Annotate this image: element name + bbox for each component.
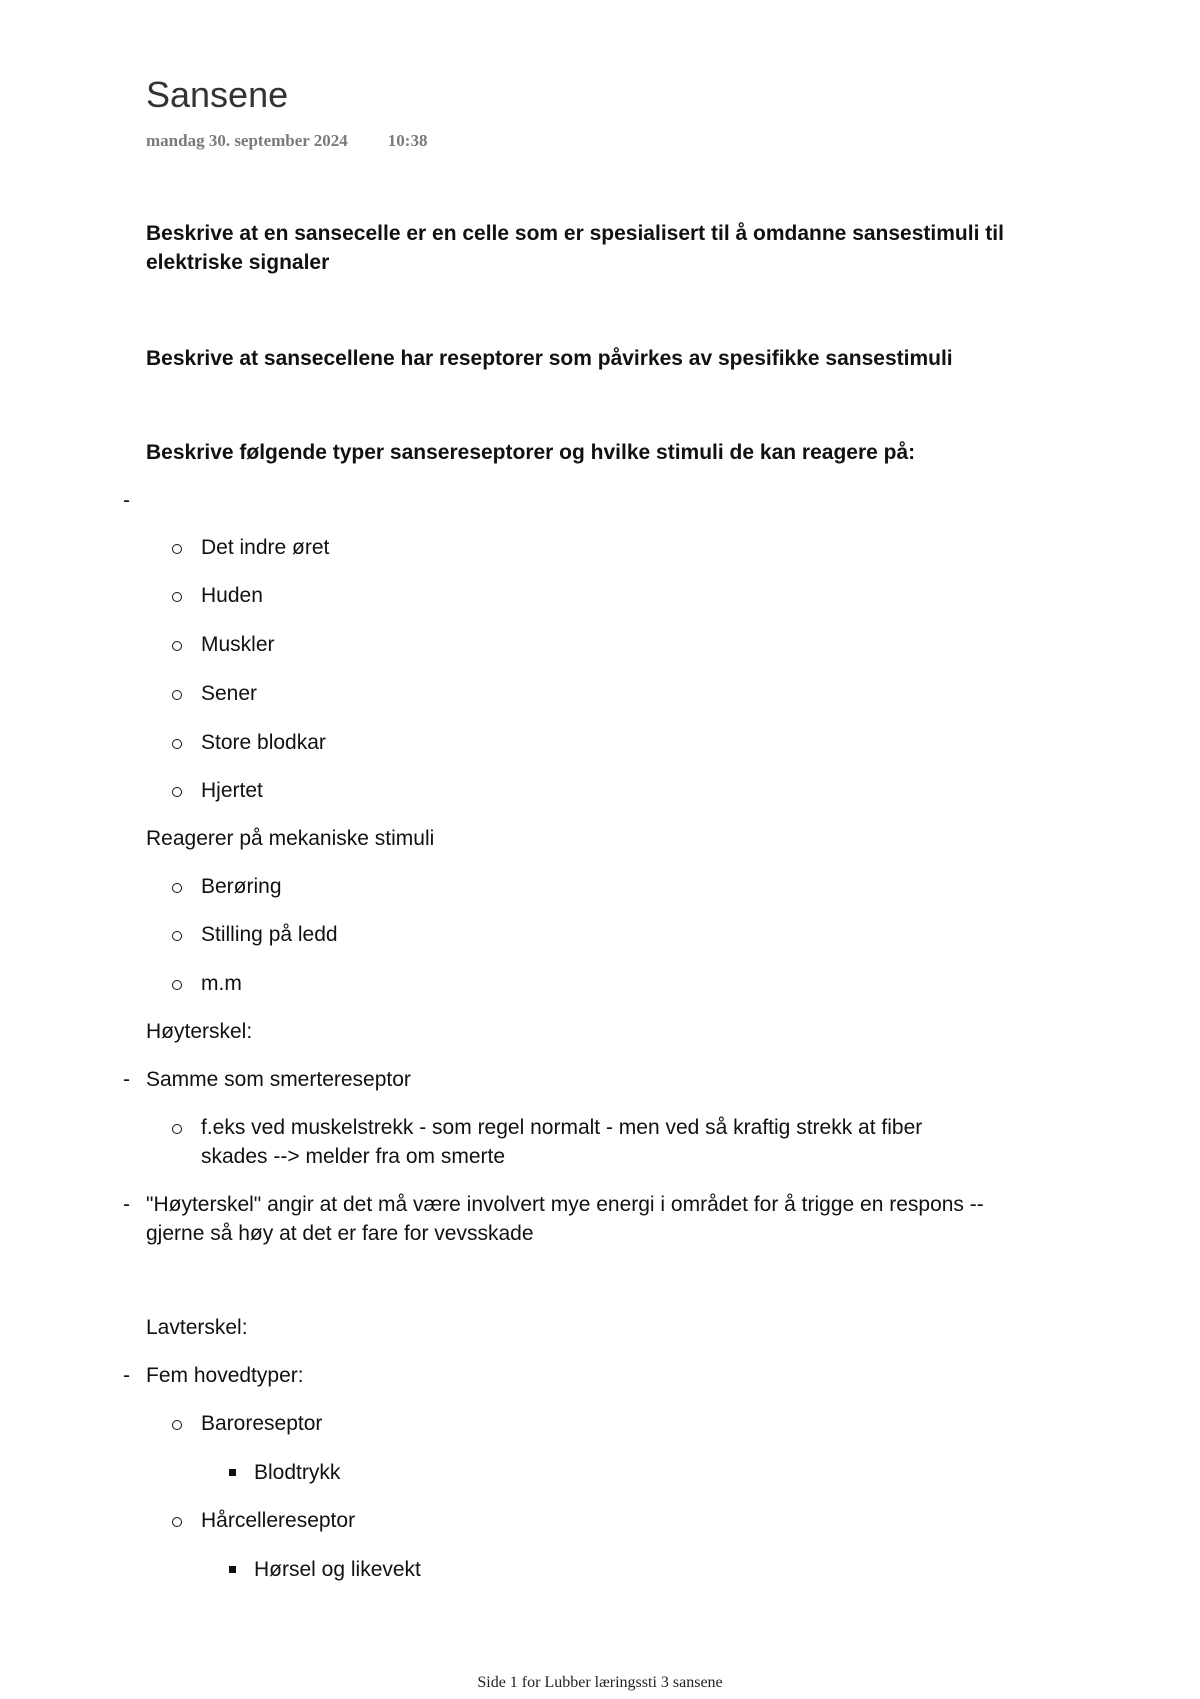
- list-item: Hårcellereseptor: [201, 1509, 356, 1532]
- list-item-line-2: gjerne så høy at det er fare for vevsskade: [146, 1222, 534, 1245]
- goal-heading-1-line-1: Beskrive at en sansecelle er en celle som er spesialisert til å omdanne sansestimuli til: [146, 222, 1004, 245]
- page-footer: Side 1 for Lubber læringssti 3 sansene: [477, 1674, 723, 1691]
- list-dash: -: [123, 1193, 130, 1216]
- bullet-circle: [172, 1420, 182, 1430]
- page-time: 10:38: [387, 131, 428, 150]
- low-threshold-label: Lavterskel:: [146, 1316, 248, 1339]
- bullet-circle: [172, 883, 182, 893]
- page-date: mandag 30. september 2024: [146, 131, 348, 150]
- list-item: Samme som smertereseptor: [146, 1068, 411, 1091]
- list-dash: -: [123, 489, 130, 512]
- goal-heading-2: Beskrive at sansecellene har reseptorer som påvirkes av spesifikke sansestimuli: [146, 347, 953, 370]
- bullet-circle: [172, 980, 182, 990]
- list-item: Det indre øret: [201, 536, 330, 559]
- bullet-square: [229, 1469, 236, 1476]
- bullet-circle: [172, 544, 182, 554]
- bullet-circle: [172, 787, 182, 797]
- page-meta: [146, 131, 427, 151]
- list-item-line-1: "Høyterskel" angir at det må være involvert mye energi i området for å trigge en respons --: [146, 1193, 984, 1216]
- list-item: Huden: [201, 584, 263, 607]
- page-title: Sansene: [146, 74, 289, 115]
- goal-heading-3: Beskrive følgende typer sansereseptorer og hvilke stimuli de kan reagere på:: [146, 441, 916, 464]
- bullet-circle: [172, 931, 182, 941]
- list-item: Hørsel og likevekt: [254, 1558, 421, 1581]
- bullet-circle: [172, 739, 182, 749]
- bullet-square: [229, 1566, 236, 1573]
- list-item: m.m: [201, 972, 242, 995]
- list-item: Baroreseptor: [201, 1412, 323, 1435]
- list-item: Muskler: [201, 633, 275, 656]
- list-dash: -: [123, 1364, 130, 1387]
- list-dash: -: [123, 1068, 130, 1091]
- bullet-circle: [172, 641, 182, 651]
- mechanical-label: Reagerer på mekaniske stimuli: [146, 827, 435, 850]
- list-item-line-2: skades --> melder fra om smerte: [201, 1145, 506, 1168]
- list-item: Berøring: [201, 875, 282, 898]
- bullet-circle: [172, 1517, 182, 1527]
- bullet-circle: [172, 592, 182, 602]
- list-item: Store blodkar: [201, 731, 326, 754]
- bullet-circle: [172, 1124, 182, 1134]
- list-item-line-1: f.eks ved muskelstrekk - som regel normalt - men ved så kraftig strekk at fiber: [201, 1116, 923, 1139]
- bullet-circle: [172, 690, 182, 700]
- high-threshold-label: Høyterskel:: [146, 1020, 253, 1043]
- list-item: Sener: [201, 682, 258, 705]
- list-item: Blodtrykk: [254, 1461, 341, 1484]
- list-item: Hjertet: [201, 779, 263, 802]
- goal-heading-1-line-2: elektriske signaler: [146, 251, 330, 274]
- list-item: Fem hovedtyper:: [146, 1364, 304, 1387]
- list-item: Stilling på ledd: [201, 923, 338, 946]
